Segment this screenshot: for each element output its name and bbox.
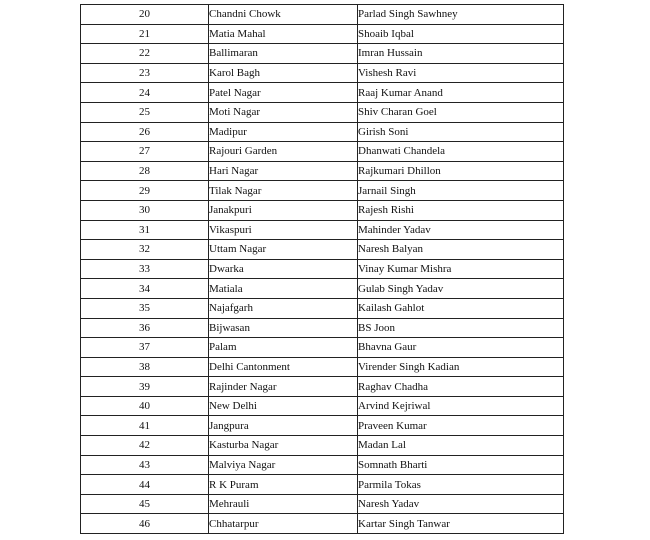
constituency-cell: Janakpuri <box>209 200 358 220</box>
table-row <box>81 279 564 299</box>
candidate-cell: Somnath Bharti <box>358 455 564 475</box>
table-row <box>81 220 564 240</box>
candidate-cell: Madan Lal <box>358 436 564 456</box>
constituency-cell: Karol Bagh <box>209 63 358 83</box>
constituency-cell: Dwarka <box>209 259 358 279</box>
constituency-cell: Ballimaran <box>209 44 358 64</box>
table-row <box>81 102 564 122</box>
candidate-cell: Praveen Kumar <box>358 416 564 436</box>
candidate-cell: Arvind Kejriwal <box>358 396 564 416</box>
constituency-cell: Jangpura <box>209 416 358 436</box>
candidate-cell: Raaj Kumar Anand <box>358 83 564 103</box>
candidate-cell: Parmila Tokas <box>358 475 564 495</box>
candidate-cell: Parlad Singh Sawhney <box>358 5 564 25</box>
row-number: 30 <box>81 200 209 220</box>
candidate-cell: Vinay Kumar Mishra <box>358 259 564 279</box>
row-number: 27 <box>81 142 209 162</box>
candidate-cell: Imran Hussain <box>358 44 564 64</box>
table-row <box>81 83 564 103</box>
constituency-cell: Tilak Nagar <box>209 181 358 201</box>
row-number: 35 <box>81 298 209 318</box>
candidate-cell: Dhanwati Chandela <box>358 142 564 162</box>
constituency-cell: Chandni Chowk <box>209 5 358 25</box>
row-number: 20 <box>81 5 209 25</box>
candidate-cell: Rajkumari Dhillon <box>358 161 564 181</box>
table-row <box>81 357 564 377</box>
row-number: 36 <box>81 318 209 338</box>
constituency-cell: Kasturba Nagar <box>209 436 358 456</box>
row-number: 21 <box>81 24 209 44</box>
table-row <box>81 44 564 64</box>
row-number: 44 <box>81 475 209 495</box>
table-row <box>81 298 564 318</box>
constituency-cell: Vikaspuri <box>209 220 358 240</box>
table-row <box>81 240 564 260</box>
row-number: 43 <box>81 455 209 475</box>
constituency-cell: Hari Nagar <box>209 161 358 181</box>
row-number: 45 <box>81 494 209 514</box>
row-number: 22 <box>81 44 209 64</box>
constituency-cell: R K Puram <box>209 475 358 495</box>
candidate-cell: Kartar Singh Tanwar <box>358 514 564 534</box>
table-row <box>81 475 564 495</box>
constituency-cell: Delhi Cantonment <box>209 357 358 377</box>
row-number: 31 <box>81 220 209 240</box>
row-number: 41 <box>81 416 209 436</box>
candidate-cell: Vishesh Ravi <box>358 63 564 83</box>
row-number: 28 <box>81 161 209 181</box>
table-row <box>81 181 564 201</box>
table-row <box>81 122 564 142</box>
row-number: 26 <box>81 122 209 142</box>
constituency-cell: Chhatarpur <box>209 514 358 534</box>
row-number: 23 <box>81 63 209 83</box>
row-number: 46 <box>81 514 209 534</box>
row-number: 33 <box>81 259 209 279</box>
row-number: 25 <box>81 102 209 122</box>
table-row <box>81 259 564 279</box>
constituency-cell: Palam <box>209 338 358 358</box>
candidate-cell: Shoaib Iqbal <box>358 24 564 44</box>
constituency-cell: Matiala <box>209 279 358 299</box>
candidate-table-body <box>81 5 564 534</box>
constituency-cell: Najafgarh <box>209 298 358 318</box>
candidate-table <box>80 4 564 534</box>
row-number: 39 <box>81 377 209 397</box>
row-number: 34 <box>81 279 209 299</box>
table-row <box>81 514 564 534</box>
row-number: 37 <box>81 338 209 358</box>
candidate-cell: Virender Singh Kadian <box>358 357 564 377</box>
table-row <box>81 142 564 162</box>
candidate-cell: BS Joon <box>358 318 564 338</box>
candidate-cell: Bhavna Gaur <box>358 338 564 358</box>
row-number: 24 <box>81 83 209 103</box>
table-row <box>81 338 564 358</box>
table-row <box>81 161 564 181</box>
row-number: 40 <box>81 396 209 416</box>
table-row <box>81 377 564 397</box>
row-number: 29 <box>81 181 209 201</box>
constituency-cell: Mehrauli <box>209 494 358 514</box>
candidate-cell: Mahinder Yadav <box>358 220 564 240</box>
table-row <box>81 24 564 44</box>
constituency-cell: Uttam Nagar <box>209 240 358 260</box>
candidate-cell: Rajesh Rishi <box>358 200 564 220</box>
constituency-cell: Rajinder Nagar <box>209 377 358 397</box>
table-row <box>81 5 564 25</box>
constituency-cell: Madipur <box>209 122 358 142</box>
constituency-cell: Patel Nagar <box>209 83 358 103</box>
candidate-cell: Gulab Singh Yadav <box>358 279 564 299</box>
candidate-cell: Jarnail Singh <box>358 181 564 201</box>
table-row <box>81 318 564 338</box>
constituency-cell: Rajouri Garden <box>209 142 358 162</box>
row-number: 38 <box>81 357 209 377</box>
table-row <box>81 200 564 220</box>
table-row <box>81 416 564 436</box>
table-row <box>81 63 564 83</box>
table-row <box>81 494 564 514</box>
candidate-cell: Naresh Balyan <box>358 240 564 260</box>
row-number: 32 <box>81 240 209 260</box>
candidate-cell: Kailash Gahlot <box>358 298 564 318</box>
constituency-cell: New Delhi <box>209 396 358 416</box>
candidate-cell: Raghav Chadha <box>358 377 564 397</box>
table-row <box>81 396 564 416</box>
table-row <box>81 455 564 475</box>
candidate-cell: Girish Soni <box>358 122 564 142</box>
candidate-cell: Shiv Charan Goel <box>358 102 564 122</box>
constituency-cell: Moti Nagar <box>209 102 358 122</box>
table-row <box>81 436 564 456</box>
constituency-cell: Matia Mahal <box>209 24 358 44</box>
constituency-cell: Bijwasan <box>209 318 358 338</box>
candidate-cell: Naresh Yadav <box>358 494 564 514</box>
row-number: 42 <box>81 436 209 456</box>
constituency-cell: Malviya Nagar <box>209 455 358 475</box>
